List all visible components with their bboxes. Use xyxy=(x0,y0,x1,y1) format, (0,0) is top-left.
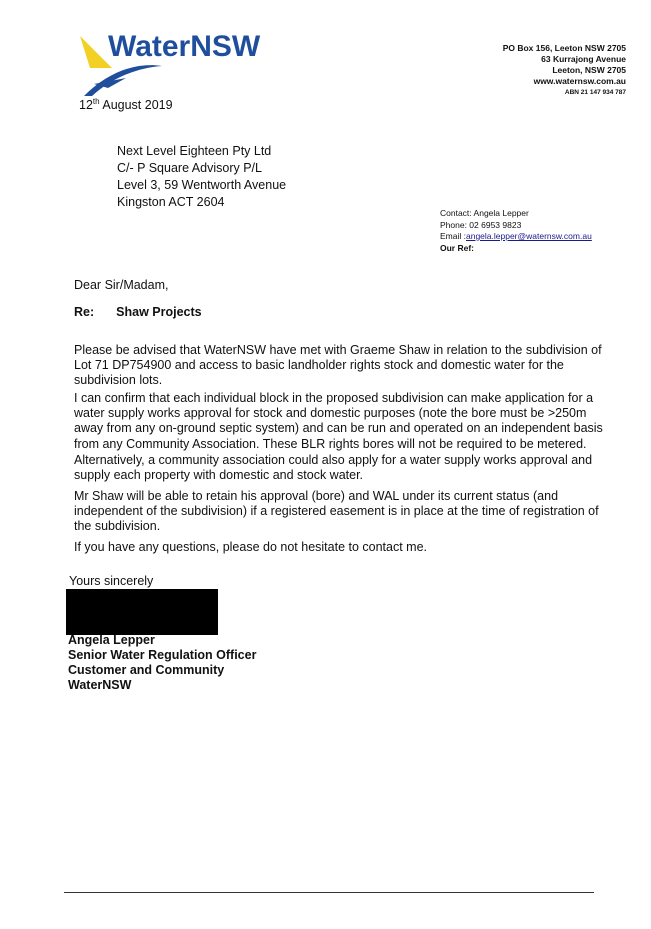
waternsw-logo xyxy=(78,22,288,104)
body-paragraph: If you have any questions, please do not hesitate to contact me. xyxy=(74,540,428,554)
signer-block xyxy=(68,633,256,693)
letter-date: 12th August 2019 xyxy=(79,97,173,113)
body-paragraph: Alternatively, a community association could also apply for a water supply works approval and supply each property with domestic and stock water. xyxy=(74,453,593,483)
sender-town: Leeton, NSW 2705 xyxy=(552,65,626,75)
sender-abn: ABN 21 147 934 787 xyxy=(564,89,626,96)
redacted-signature xyxy=(66,589,218,635)
subject-line xyxy=(74,305,202,319)
contact-phone: Phone: 02 6953 9823 xyxy=(440,219,522,230)
recipient-address xyxy=(117,143,286,211)
closing: Yours sincerely xyxy=(69,574,154,588)
body-paragraph: Mr Shaw will be able to retain his approval (bore) and WAL under its current status (and independent of the subdivision) if a registered easement is in place at the time of registration of the subdivision. xyxy=(74,489,599,534)
our-ref: Our Ref: xyxy=(440,242,474,253)
salutation: Dear Sir/Madam, xyxy=(74,278,169,292)
footer-divider xyxy=(64,892,594,893)
recipient-line: C/- P Square Advisory P/L xyxy=(117,161,262,175)
sender-street: 63 Kurrajong Avenue xyxy=(541,54,626,64)
logo-wordmark: WaterNSW xyxy=(108,30,261,63)
sender-website: www.waternsw.com.au xyxy=(533,76,626,86)
signer-title: Senior Water Regulation Officer xyxy=(68,648,257,662)
body-paragraph: I can confirm that each individual block in the proposed subdivision can make application for a water supply works approval for stock and domestic purposes (note the bore must be >250m away from any on-ground septic system) and can be run and operated on an independent basis from any Community Association. These BLR rights bores will not be required to be metered. xyxy=(74,391,603,451)
recipient-line: Level 3, 59 Wentworth Avenue xyxy=(117,178,287,192)
logo-graphic xyxy=(78,22,288,104)
sender-address xyxy=(503,43,626,98)
re-label: Re: xyxy=(74,305,95,319)
contact-email-row xyxy=(440,231,592,243)
re-subject: Shaw Projects xyxy=(116,305,202,319)
sender-po-box: PO Box 156, Leeton NSW 2705 xyxy=(502,43,626,53)
email-label: Email : xyxy=(440,231,466,241)
signer-name: Angela Lepper xyxy=(68,633,155,647)
signer-department: Customer and Community xyxy=(68,663,225,677)
signer-organisation: WaterNSW xyxy=(68,678,132,692)
contact-name: Contact: Angela Lepper xyxy=(440,208,529,218)
recipient-line: Next Level Eighteen Pty Ltd xyxy=(117,144,272,158)
recipient-line: Kingston ACT 2604 xyxy=(117,195,225,209)
body-paragraph: Please be advised that WaterNSW have met with Graeme Shaw in relation to the subdivision of Lot 71 DP754900 and access to basic landholder rights stock and domestic water for the subdivision lots. xyxy=(74,343,602,388)
email-link[interactable]: angela.lepper@waternsw.com.au xyxy=(465,231,592,241)
contact-details xyxy=(440,208,592,254)
